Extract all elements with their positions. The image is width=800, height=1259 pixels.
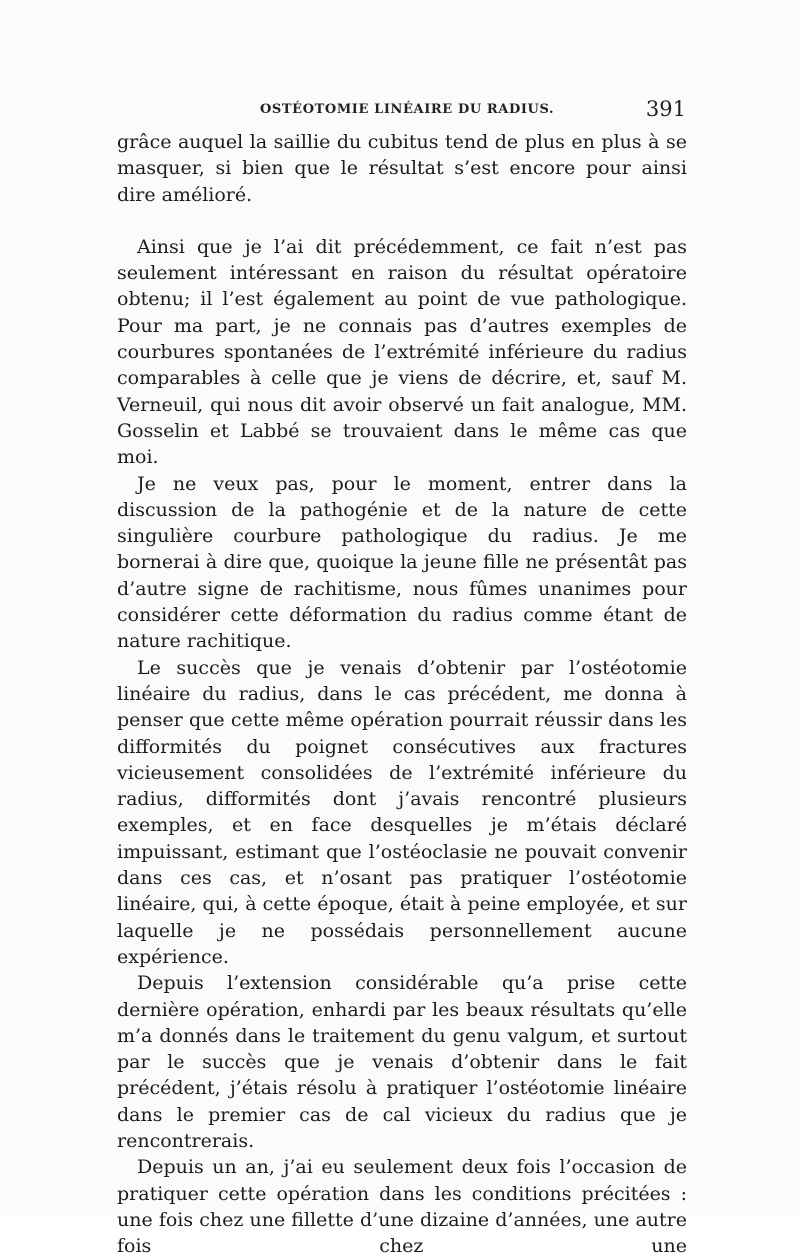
page-number: 391 (645, 97, 686, 121)
paragraph-continuation: grâce auquel la saillie du cubitus tend de plus en plus à se masquer, si bien que le résultat s’est encore pour ainsi dire amélioré. (117, 131, 687, 206)
running-head (118, 97, 686, 124)
paragraph: Le succès que je venais d’obtenir par l’ostéotomie linéaire du radius, dans le cas précédent, me donna à penser que cette même opération pourrait réussir dans les difformités du poignet consécutives aux fractures vicieusement consolidées de l’extrémité inférieure du radius, difformités dont j’avais rencontré plusieurs exemples, et en face desquelles je m’étais déclaré impuissant, estimant que l’ostéoclasie ne pouvait convenir dans ces cas, et n’osant pas pratiquer l’ostéotomie linéaire, qui, à cette époque, était à peine employée, et sur laquelle je ne possédais personnellement aucune expérience. (117, 656, 687, 968)
paragraph-truncated: Depuis un an, j’ai eu seulement deux fois l’occasion de pratiquer cette opération dans les conditions précitées : une fois chez une fillette d’une dizaine d’années, une autre fois chez une (117, 1156, 687, 1258)
running-title: OSTÉOTOMIE LINÉAIRE DU RADIUS. (260, 102, 555, 117)
paragraph: Depuis l’extension considérable qu’a prise cette dernière opération, enhardi par les beaux résultats qu’elle m’a donnés dans le traitement du genu valgum, et surtout par le succès que je venais d’obtenir dans le fait précédent, j’étais résolu à pratiquer l’ostéotomie linéaire dans le premier cas de cal vicieux du radius que je rencontrerais. (117, 972, 687, 1152)
body-text (117, 129, 687, 1259)
paragraph: Je ne veux pas, pour le moment, entrer dans la discussion de la pathogénie et de la nature de cette singulière courbure pathologique du radius. Je me bornerai à dire que, quoique la jeune fille ne présentât pas d’autre signe de rachitisme, nous fûmes unanimes pour considérer cette déformation du radius comme étant de nature rachitique. (117, 472, 687, 653)
paragraph: Ainsi que je l’ai dit précédemment, ce fait n’est pas seulement intéressant en raison du résultat opératoire obtenu; il l’est également au point de vue pathologique. Pour ma part, je ne connais pas d’autres exemples de courbures spontanées de l’extrémité inférieure du radius comparables à celle que je viens de décrire, et, sauf M. Verneuil, qui nous dit avoir observé un fait analogue, MM. Gosselin et Labbé se trouvaient dans le même cas que moi. (117, 235, 687, 469)
